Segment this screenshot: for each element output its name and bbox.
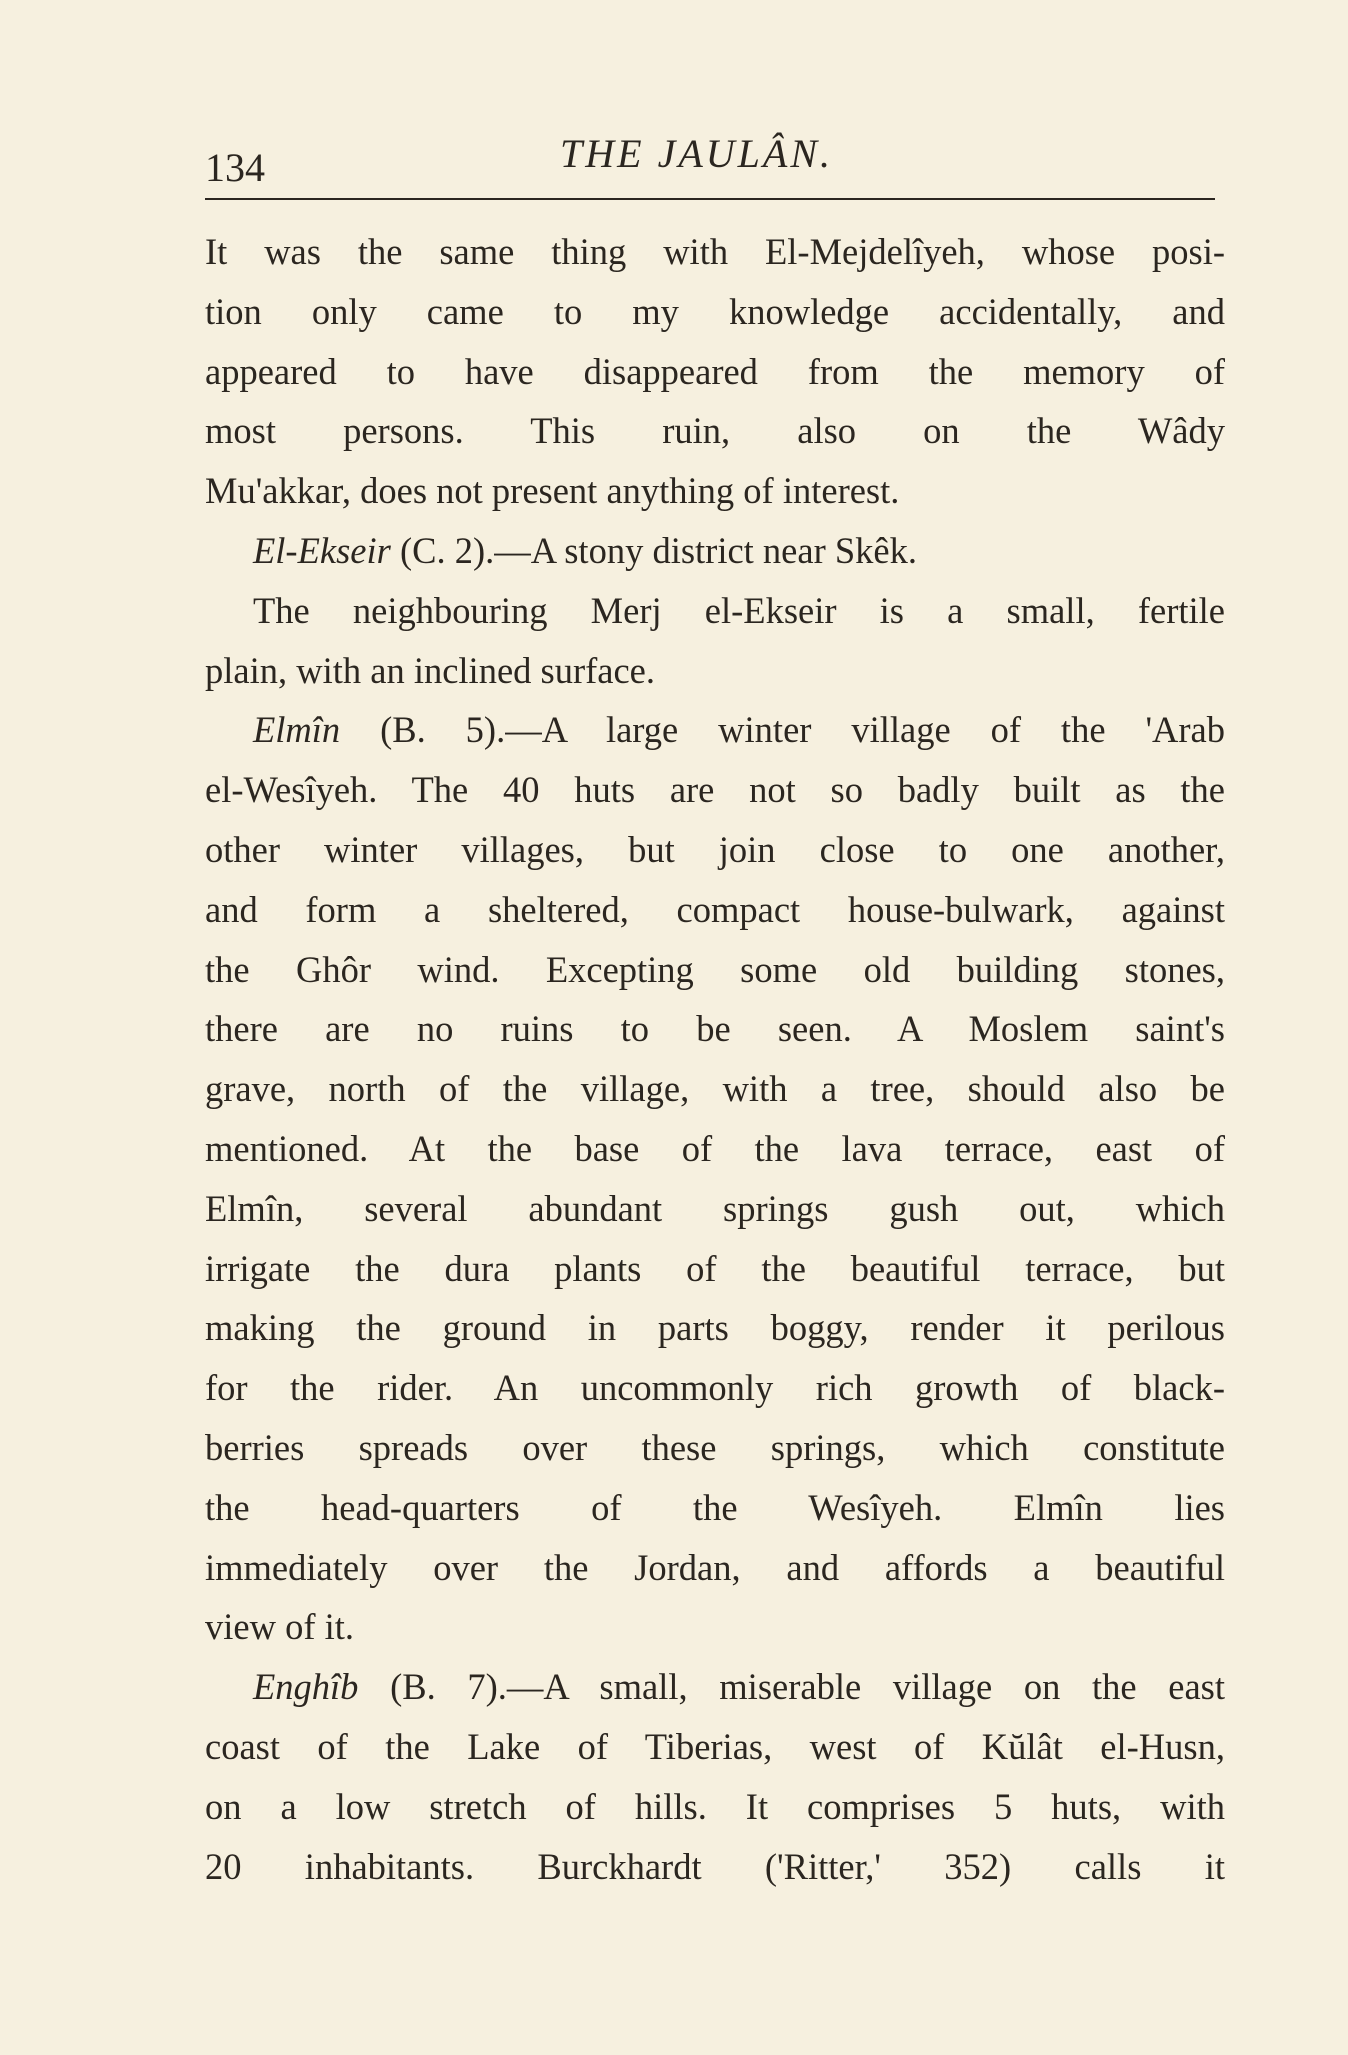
text-line: most persons. This ruin, also on the Wâdy bbox=[205, 410, 1225, 452]
text-line: the head-quarters of the Wesîyeh. Elmîn lies bbox=[205, 1486, 1225, 1528]
text-line: coast of the Lake of Tiberias, west of Kŭlât el-Husn, bbox=[205, 1725, 1225, 1767]
text-line: the Ghôr wind. Excepting some old building stones, bbox=[205, 948, 1225, 990]
text-line: Elmîn, several abundant springs gush out, which bbox=[205, 1187, 1225, 1229]
text-line: tion only came to my knowledge accidentally, and bbox=[205, 290, 1225, 332]
entry-line-elmin: Elmîn (B. 5).—A large winter village of the 'Arab bbox=[253, 709, 1225, 751]
text-line: Mu'akkar, does not present anything of interest. bbox=[205, 470, 900, 512]
running-title: THE JAULÂN. bbox=[560, 131, 833, 176]
text-line: The neighbouring Merj el-Ekseir is a small, fertile bbox=[253, 589, 1225, 631]
text-line: view of it. bbox=[205, 1606, 355, 1648]
text-line: el-Wesîyeh. The 40 huts are not so badly built as the bbox=[205, 769, 1225, 811]
entry-line-el-ekseir: El-Ekseir (C. 2).—A stony district near Skêk. bbox=[253, 529, 917, 571]
text-line: on a low stretch of hills. It comprises 5 huts, with bbox=[205, 1785, 1225, 1827]
text-line: 20 inhabitants. Burckhardt ('Ritter,' 352) calls it bbox=[205, 1845, 1225, 1887]
text-line: making the ground in parts boggy, render it perilous bbox=[205, 1307, 1225, 1349]
header-rule bbox=[205, 198, 1215, 200]
entry-name: El-Ekseir bbox=[253, 529, 391, 571]
body-text bbox=[205, 222, 1225, 1896]
text-line: grave, north of the village, with a tree, should also be bbox=[205, 1068, 1225, 1110]
text-line: and form a sheltered, compact house-bulwark, against bbox=[205, 888, 1225, 930]
entry-name: Elmîn bbox=[253, 709, 341, 751]
text-line: berries spreads over these springs, which constitute bbox=[205, 1426, 1225, 1468]
text-line: mentioned. At the base of the lava terrace, east of bbox=[205, 1127, 1225, 1169]
entry-name: Enghîb bbox=[253, 1666, 359, 1708]
text-line: other winter villages, but join close to one another, bbox=[205, 828, 1225, 870]
text-line: for the rider. An uncommonly rich growth of black- bbox=[205, 1367, 1225, 1409]
text-line: irrigate the dura plants of the beautiful terrace, but bbox=[205, 1247, 1225, 1289]
text-line: It was the same thing with El-Mejdelîyeh, whose posi- bbox=[205, 231, 1225, 272]
text-line: there are no ruins to be seen. A Moslem saint's bbox=[205, 1008, 1225, 1050]
text-line: appeared to have disappeared from the memory of bbox=[205, 350, 1225, 392]
page-header bbox=[205, 130, 1230, 190]
page-number: 134 bbox=[205, 145, 265, 190]
text-line: immediately over the Jordan, and affords a beautiful bbox=[205, 1546, 1225, 1588]
text-line: plain, with an inclined surface. bbox=[205, 649, 656, 691]
entry-line-enghib: Enghîb (B. 7).—A small, miserable village on the east bbox=[253, 1666, 1225, 1708]
